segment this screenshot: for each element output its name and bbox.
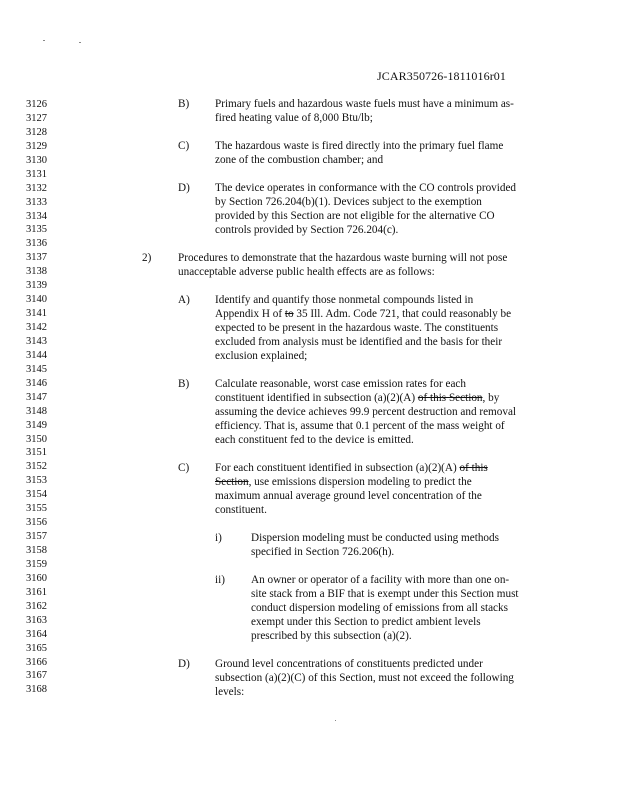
struck-text: to [284,308,294,320]
line-number: 3137 [26,252,47,264]
para-C1-line: zone of the combustion chamber; and [215,154,384,166]
para-D2-line: subsection (a)(2)(C) of this Section, must not exceed the following [215,672,514,684]
line-number: 3153 [26,475,47,487]
struck-text: of this Section [417,392,483,404]
para-label-B2: B) [178,378,190,390]
para-C2-line: constituent. [215,504,267,516]
struck-text: Section [215,476,249,488]
line-number: 3163 [26,614,47,626]
line-number: 3146 [26,377,47,389]
para-B1-line: fired heating value of 8,000 Btu/lb; [215,112,373,124]
para-B2-line: efficiency. That is, assume that 0.1 percent of the mass weight of [215,420,505,432]
para-B2-line: Calculate reasonable, worst case emission rates for each [215,378,466,390]
para-label-A2: A) [178,294,190,306]
line-number: 3141 [26,308,47,320]
line-number: 3142 [26,322,47,333]
line-number: 3132 [26,182,47,194]
para-label-B1: B) [178,98,190,110]
line-number: 3150 [26,433,47,445]
line-number: 3128 [26,126,47,138]
line-number: 3143 [26,335,47,347]
para-label-C1: C) [178,140,190,152]
scan-speck [79,42,81,43]
struck-text: of this [459,462,488,474]
para-Cii-line: exempt under this Section to predict ambient levels [251,616,481,628]
line-number: 3166 [26,656,47,668]
para-label-2: 2) [142,252,152,264]
para-A2-line: excluded from analysis must be identified and the basis for their [215,336,503,348]
para-D2-line: Ground level concentrations of constituents predicted under [215,658,483,670]
line-number: 3168 [26,684,47,696]
line-number: 3158 [26,545,47,556]
line-number: 3157 [26,531,47,543]
para-C2-line: maximum annual average ground level concentration of the [215,490,482,502]
para-A2-line: Appendix H of to 35 Ill. Adm. Code 721, that could reasonably be [215,308,512,320]
line-number: 3154 [26,489,47,501]
line-number: 3133 [26,196,47,208]
para-Cii-line: site stack from a BIF that is exempt under this Section must [251,588,519,600]
para-B2-line: constituent identified in subsection (a)(2)(A) of this Section, by [215,392,500,404]
para-label-D1: D) [178,182,190,194]
line-number: 3139 [26,280,47,292]
para-Ci-line: Dispersion modeling must be conducted using methods [251,532,499,544]
line-number: 3135 [26,224,47,236]
line-number: 3127 [26,112,47,124]
para-C1-line: The hazardous waste is fired directly into the primary fuel flame [215,140,504,152]
line-number: 3167 [26,670,47,682]
line-number: 3134 [26,210,47,222]
line-number: 3162 [26,600,47,612]
line-number: 3144 [26,349,47,361]
line-number: 3151 [26,447,47,459]
para-D1-line: provided by this Section are not eligible for the alternative CO [215,210,495,222]
para-D2-line: levels: [215,686,245,698]
para-label-Cii: ii) [215,574,225,586]
line-number: 3160 [26,572,47,584]
line-number: 3159 [26,558,47,570]
para-label-Ci: i) [215,532,222,544]
para-Cii-line: An owner or operator of a facility with more than one on- [251,574,510,586]
para-D1-line: The device operates in conformance with the CO controls provided [215,182,517,194]
para-A2-line: exclusion explained; [215,350,308,362]
line-numbers-column [26,98,56,697]
para-B1-line: Primary fuels and hazardous waste fuels must have a minimum as- [215,98,514,110]
line-number: 3161 [26,586,47,598]
line-number: 3156 [26,517,47,529]
para-2-line: unacceptable adverse public health effects are as follows: [178,266,435,278]
para-Cii-line: prescribed by this subsection (a)(2). [251,630,412,642]
line-number: 3138 [26,266,47,278]
line-number: 3136 [26,238,47,250]
para-C2-line: Section, use emissions dispersion modeling to predict the [215,476,472,488]
para-Ci-line: specified in Section 726.206(h). [251,546,395,558]
line-number: 3129 [26,140,47,152]
para-D1-line: controls provided by Section 726.204(c). [215,224,399,236]
line-number: 3149 [26,419,47,431]
scan-speck [335,720,336,721]
para-D1-line: by Section 726.204(b)(1). Devices subject to the exemption [215,196,482,208]
line-number: 3145 [26,363,47,375]
para-label-C2: C) [178,462,190,474]
line-number: 3130 [26,154,47,166]
para-A2-line: expected to be present in the hazardous waste. The constituents [215,322,499,334]
para-A2-line: Identify and quantify those nonmetal compounds listed in [215,294,474,306]
line-number: 3164 [26,628,47,640]
scan-speck [43,40,45,41]
line-number: 3126 [26,99,47,110]
document-header-id: JCAR350726-1811016r01 [377,69,506,83]
para-label-D2: D) [178,658,190,670]
line-number: 3131 [26,168,47,180]
line-number: 3148 [26,405,47,417]
line-number: 3152 [26,461,47,473]
para-B2-line: each constituent fed to the device is emitted. [215,434,414,446]
line-number: 3155 [26,503,47,515]
para-B2-line: assuming the device achieves 99.9 percent destruction and removal [215,406,517,418]
line-number: 3147 [26,391,47,403]
line-number: 3165 [26,642,47,654]
para-C2-line: For each constituent identified in subsection (a)(2)(A) of this [215,462,488,474]
line-number: 3140 [26,294,47,306]
inserted-text: of [272,308,283,320]
para-Cii-line: conduct dispersion modeling of emissions from all stacks [251,602,508,614]
para-2-line: Procedures to demonstrate that the hazardous waste burning will not pose [178,252,508,264]
